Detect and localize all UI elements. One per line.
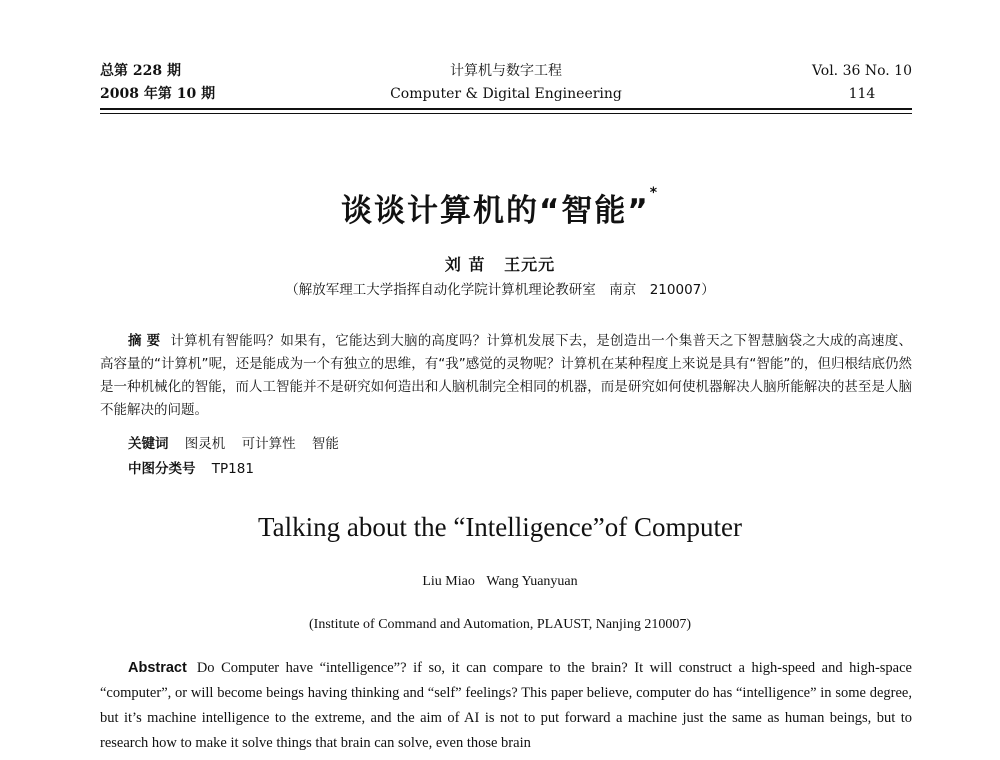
- chinese-affiliation: （解放军理工大学指挥自动化学院计算机理论教研室 南京 210007）: [285, 282, 715, 298]
- chinese-title-text: 谈谈计算机的“智能”: [340, 193, 650, 229]
- journal-name-en: Computer & Digital Engineering: [390, 86, 622, 102]
- chinese-keywords: [128, 433, 351, 456]
- author-2-cn: 王元元: [504, 255, 556, 274]
- chinese-abstract-text: 计算机有智能吗？如果有，它能达到大脑的高度吗？计算机发展下去，是创造出一个集普天之下智慧脑袋之大成的高速度、高容量的“计算机”呢，还是能成为一个有独立的思维，有“我”感觉的灵物呢？计算机在某种程度上来说是具有“智能”的，但归根结底仍然是一种机械化的智能，而人工智能并不是研究如何造出和人脑机制完全相同的机器，而是研究如何使机器解决人脑所能解决的甚至是人脑不能解决的问题。: [100, 333, 913, 418]
- journal-name: [330, 60, 682, 106]
- issue-info: [100, 60, 215, 106]
- chinese-authors: [0, 252, 1000, 275]
- page-header: [100, 60, 912, 110]
- english-title: Talking about the “Intelligence”of Computer: [258, 512, 742, 542]
- english-abstract-label: Abstract: [128, 660, 187, 676]
- keyword-1: 图灵机: [184, 436, 226, 452]
- classification: [128, 458, 254, 481]
- english-authors: [0, 574, 1000, 590]
- english-abstract: [100, 656, 912, 756]
- chinese-title: [0, 185, 1000, 230]
- author-1-en: Liu Miao: [422, 574, 475, 589]
- classification-code: TP181: [211, 461, 254, 477]
- author-1-cn: 刘 苗: [444, 255, 486, 274]
- volume-number: Vol. 36 No. 10: [811, 63, 912, 79]
- title-footnote-mark: *: [649, 185, 660, 201]
- keywords-label: 关键词: [128, 436, 169, 452]
- author-2-en: Wang Yuanyuan: [486, 574, 578, 589]
- page-number: 114: [848, 86, 876, 102]
- chinese-abstract: [100, 330, 912, 422]
- english-abstract-text: Do Computer have “intelligence”? if so, it can compare to the brain? It will construct a high-speed and high-space “computer”, or will become beings having thinking and “self” feelings? This paper believe, computer do has “intelligence” in some degree, but it’s machine intelligence to the extreme, and the aim of AI is not to put forward a machine just the same as human beings, but to research how to make it solve things that brain can solve, even those brain: [100, 660, 912, 751]
- chinese-abstract-label: 摘 要: [128, 333, 161, 349]
- volume-info: [812, 60, 912, 106]
- classification-label: 中图分类号: [128, 461, 196, 477]
- header-rule-thin: [100, 113, 912, 114]
- english-affiliation: (Institute of Command and Automation, PLAUST, Nanjing 210007): [309, 617, 691, 632]
- issue-total: 总第 228 期: [100, 63, 181, 79]
- header-rule-thick: [100, 108, 912, 110]
- journal-name-cn: 计算机与数字工程: [450, 63, 562, 79]
- keyword-2: 可计算性: [241, 436, 296, 452]
- issue-year: 2008 年第 10 期: [100, 86, 216, 102]
- keyword-3: 智能: [311, 436, 339, 452]
